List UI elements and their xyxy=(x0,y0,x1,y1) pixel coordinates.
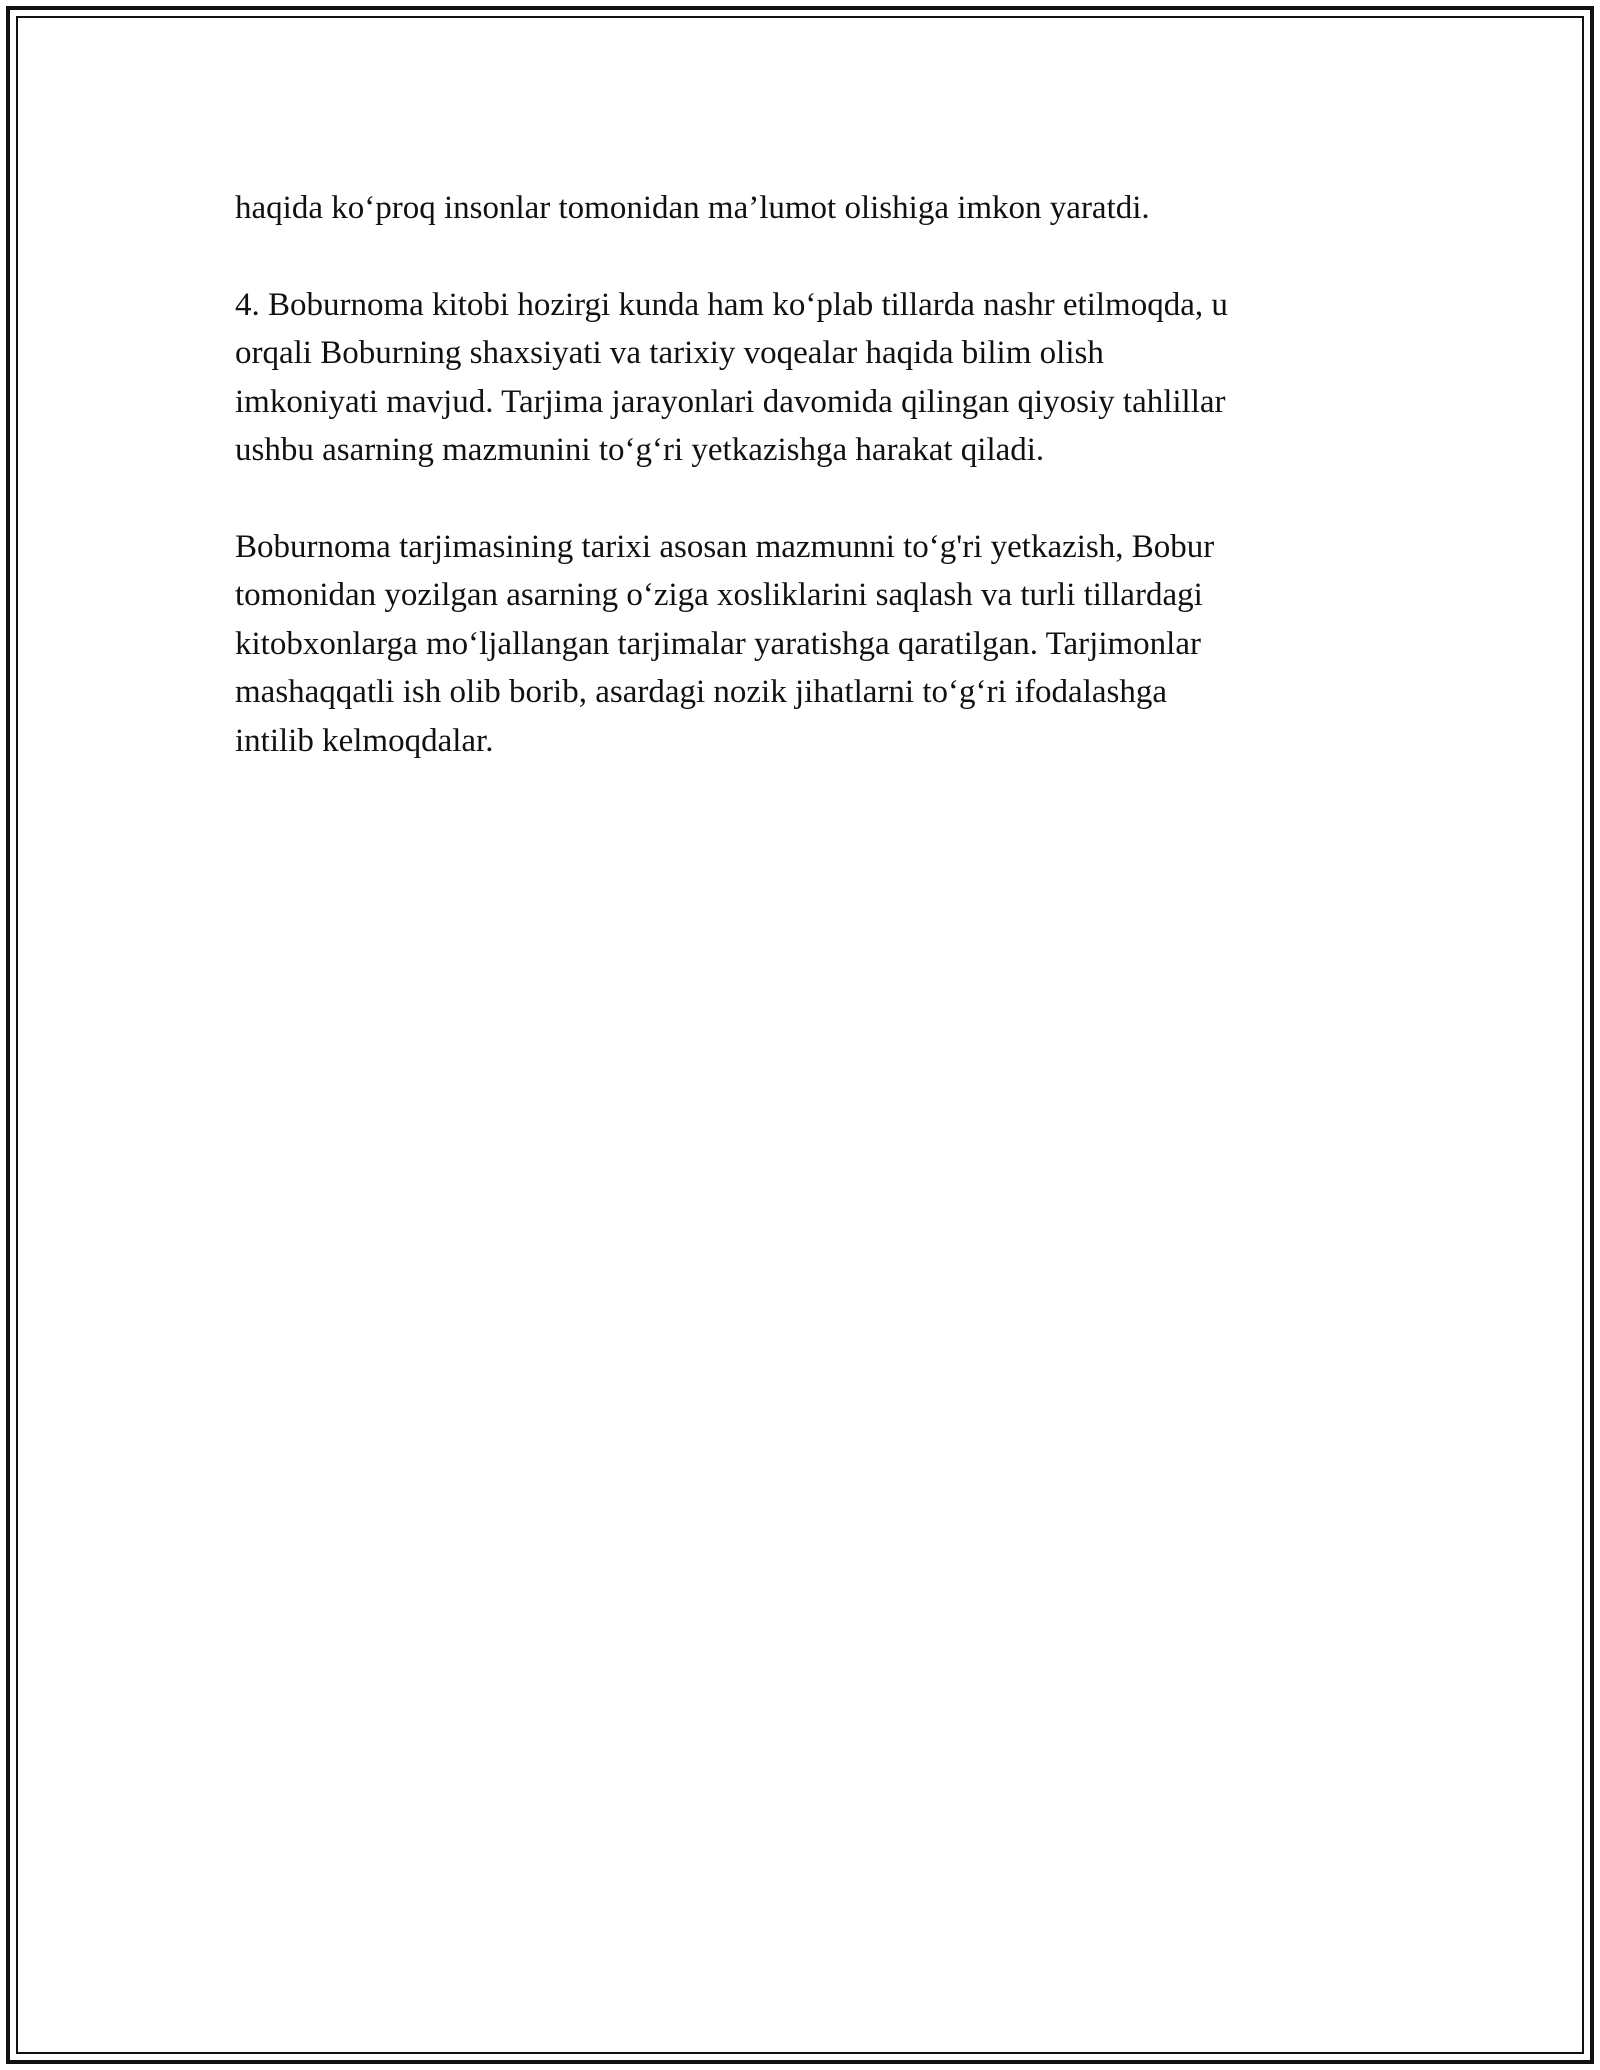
text-line: 4. Boburnoma kitobi hozirgi kunda ham ko‘plab tillarda nashr etilmoqda, u xyxy=(235,286,1228,323)
text-line: imkoniyati mavjud. Tarjima jarayonlari davomida qilingan qiyosiy tahlillar xyxy=(235,383,1226,420)
text-line: kitobxonlarga mo‘ljallangan tarjimalar yaratishga qaratilgan. Tarjimonlar xyxy=(235,625,1201,662)
text-line: haqida ko‘proq insonlar tomonidan ma’lumot olishiga imkon yaratdi. xyxy=(235,190,1150,226)
text-line: tomonidan yozilgan asarning o‘ziga xosliklarini saqlash va turli tillardagi xyxy=(235,577,1203,613)
text-line: intilib kelmoqdalar. xyxy=(235,722,494,759)
text-line: Boburnoma tarjimasining tarixi asosan mazmunni to‘g'ri yetkazish, Bobur xyxy=(235,528,1215,565)
text-line: ushbu asarning mazmunini to‘g‘ri yetkazishga harakat qiladi. xyxy=(235,432,1045,468)
text-line: orqali Boburning shaxsiyati va tarixiy voqealar haqida bilim olish xyxy=(235,335,1104,371)
paragraph-item-4 xyxy=(235,281,1365,475)
page-body xyxy=(235,184,1365,813)
text-line: mashaqqatli ish olib borib, asardagi nozik jihatlarni to‘g‘ri ifodalashga xyxy=(235,674,1168,710)
paragraph-conclusion xyxy=(235,523,1365,766)
paragraph-continuation xyxy=(235,184,1365,233)
